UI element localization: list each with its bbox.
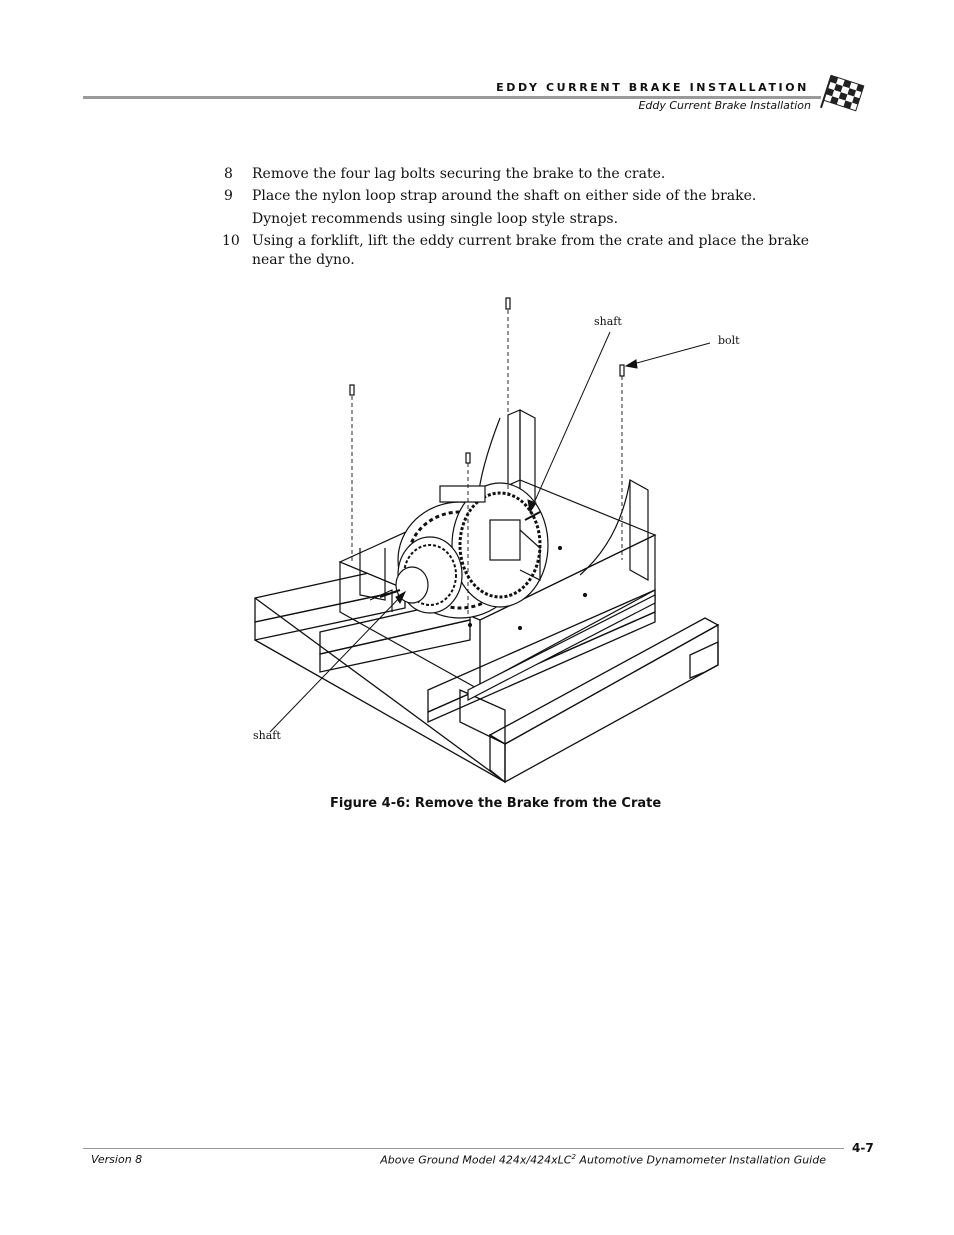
brake-rotor xyxy=(380,483,548,618)
step-number: 9 xyxy=(224,188,233,204)
brake-crate-illustration xyxy=(240,290,740,790)
footer-guide-title xyxy=(380,1153,826,1167)
section-subtitle: Eddy Current Brake Installation xyxy=(638,99,811,112)
guide-title-part2: Automotive Dynamometer Installation Guide xyxy=(575,1153,826,1167)
guide-title-superscript: 2 xyxy=(571,1153,576,1161)
step-number: 10 xyxy=(222,233,240,249)
step-number: 8 xyxy=(224,166,233,182)
step-9 xyxy=(222,187,822,206)
step-text: Using a forklift, lift the eddy current brake from the crate and place the brake near the dyno. xyxy=(252,233,810,268)
instruction-steps xyxy=(222,165,822,273)
strap-note: Dynojet recommends using single loop style straps. xyxy=(252,211,619,227)
section-title: EDDY CURRENT BRAKE INSTALLATION xyxy=(496,81,809,94)
step-8 xyxy=(222,165,822,184)
callout-shaft-top: shaft xyxy=(594,315,622,328)
step-text: Remove the four lag bolts securing the brake to the crate. xyxy=(252,166,666,182)
footer-rule xyxy=(83,1148,844,1149)
step-text: Place the nylon loop strap around the shaft on either side of the brake. xyxy=(252,188,757,204)
footer-version: Version 8 xyxy=(91,1153,143,1166)
callout-bolt: bolt xyxy=(718,334,740,347)
checkered-flag-icon xyxy=(820,74,866,116)
step-10 xyxy=(222,232,822,270)
figure-caption: Figure 4-6: Remove the Brake from the Crate xyxy=(330,796,662,811)
page-number: 4-7 xyxy=(852,1141,874,1155)
callout-shaft-bottom: shaft xyxy=(253,729,281,742)
guide-title-part1: Above Ground Model 424x/424xLC xyxy=(380,1153,572,1167)
